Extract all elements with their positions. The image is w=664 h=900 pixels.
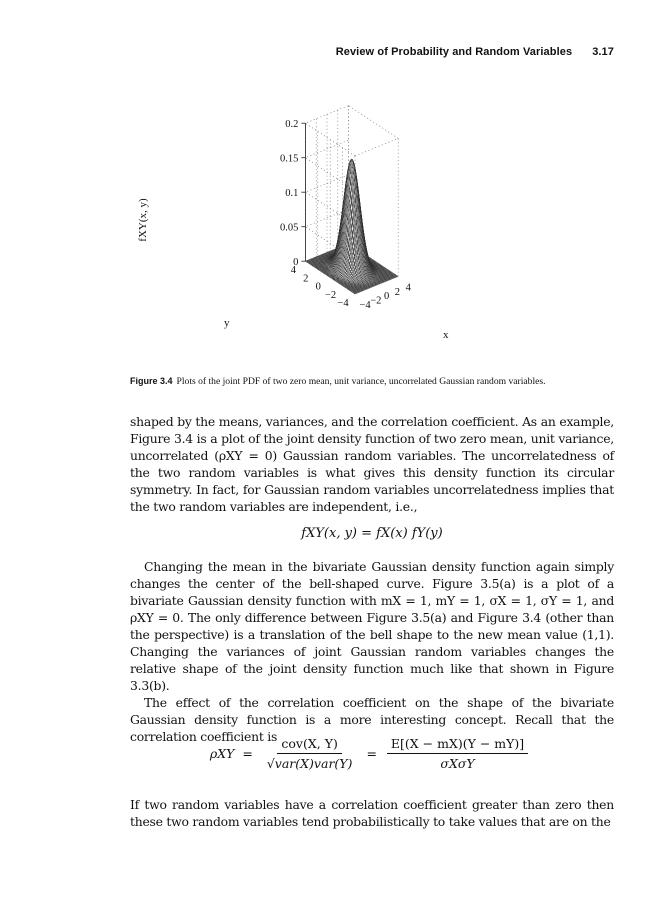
paragraph-4: If two random variables have a correlation coefficient greater than zero then these two random variables tend probabilistically to take values that are on the — [130, 797, 614, 829]
running-head-title: Review of Probability and Random Variables — [335, 46, 573, 58]
eq-sign-2: = — [366, 746, 377, 761]
paragraph-3: The effect of the correlation coefficient on the shape of the bivariate Gaussian density function is a more interesting concept. Recall that the correlation coefficient is — [130, 695, 614, 744]
x-axis-label: x — [443, 329, 449, 341]
x-tick-label: 2 — [394, 286, 401, 298]
x-tick-label: −2 — [370, 295, 382, 307]
running-head — [130, 46, 614, 58]
z-tick-label: 0.15 — [280, 153, 299, 165]
x-tick-label: −4 — [359, 300, 371, 311]
eq-lhs: ρXY — [209, 746, 235, 761]
y-tick-label: 0 — [315, 281, 321, 293]
z-tick-label: 0.1 — [285, 188, 299, 200]
gaussian-surface-mesh — [305, 159, 398, 294]
z-tick-label: 0 — [293, 257, 299, 269]
fraction-expectation — [387, 736, 528, 771]
x-tick-label: 4 — [405, 282, 411, 294]
y-axis-label: y — [224, 317, 230, 329]
equation-independence: fXY(x, y) = fX(x) fY(y) — [301, 526, 443, 541]
grid-line — [305, 106, 355, 156]
figure-label: Figure 3.4 — [130, 376, 173, 386]
equation-correlation-coefficient — [130, 736, 614, 771]
page-number: 3.17 — [592, 46, 614, 58]
figure-3-4-surface-plot — [120, 72, 560, 372]
paragraph-2: Changing the mean in the bivariate Gaussian density function again simply changes the center of the bell-shaped curve. Figure 3.5(a) is a plot of a bivariate Gaussian density function with mX = 1, mY = 1, σX = 1, σY = 1, and ρXY = 0. The only difference between Figure 3.5(a) and Figure 3.4 (other than the perspective) is a translation of the bell shape to the new mean value (1,1). Changing the variances of joint Gaussian random variables changes the relative shape of the joint density function much like that shown in Figure 3.3(b). — [130, 559, 614, 693]
paragraph-1: shaped by the means, variances, and the correlation coefficient. As an example, Figure 3.4 is a plot of the joint density function of two zero mean, unit variance, uncorrelated (ρXY = 0) Gaussian random variables. The uncorrelatedness of the two random variables is what gives this density function its circular symmetry. In fact, for Gaussian random variables uncorrelatedness implies that the two random variables are independent, i.e., — [130, 414, 614, 514]
z-tick-label: 0.2 — [285, 119, 299, 131]
x-tick-label: 0 — [383, 291, 390, 303]
grid-line — [349, 106, 399, 139]
y-tick-label: 4 — [290, 265, 297, 277]
fraction-cov-numerator: cov(X, Y) — [277, 736, 341, 754]
y-tick-label: 2 — [303, 273, 309, 285]
y-tick-label: −4 — [337, 298, 349, 309]
y-tick-label: −2 — [325, 289, 337, 301]
grid-line — [355, 138, 398, 156]
figure-caption — [130, 376, 614, 387]
fraction-cov — [263, 736, 357, 771]
fraction-expectation-denominator: σXσY — [440, 756, 475, 771]
z-tick-label: 0.05 — [280, 222, 299, 234]
fraction-cov-denominator: √var(X)var(Y) — [266, 756, 353, 771]
caption-text: Plots of the joint PDF of two zero mean, unit variance, uncorrelated Gaussian random variables. — [176, 376, 546, 387]
eq-sign-1: = — [242, 746, 253, 761]
plot-axes — [301, 123, 305, 261]
z-axis-label: fXY(x, y) — [137, 198, 149, 242]
fraction-expectation-numerator: E[(X − mX)(Y − mY)] — [387, 736, 528, 754]
